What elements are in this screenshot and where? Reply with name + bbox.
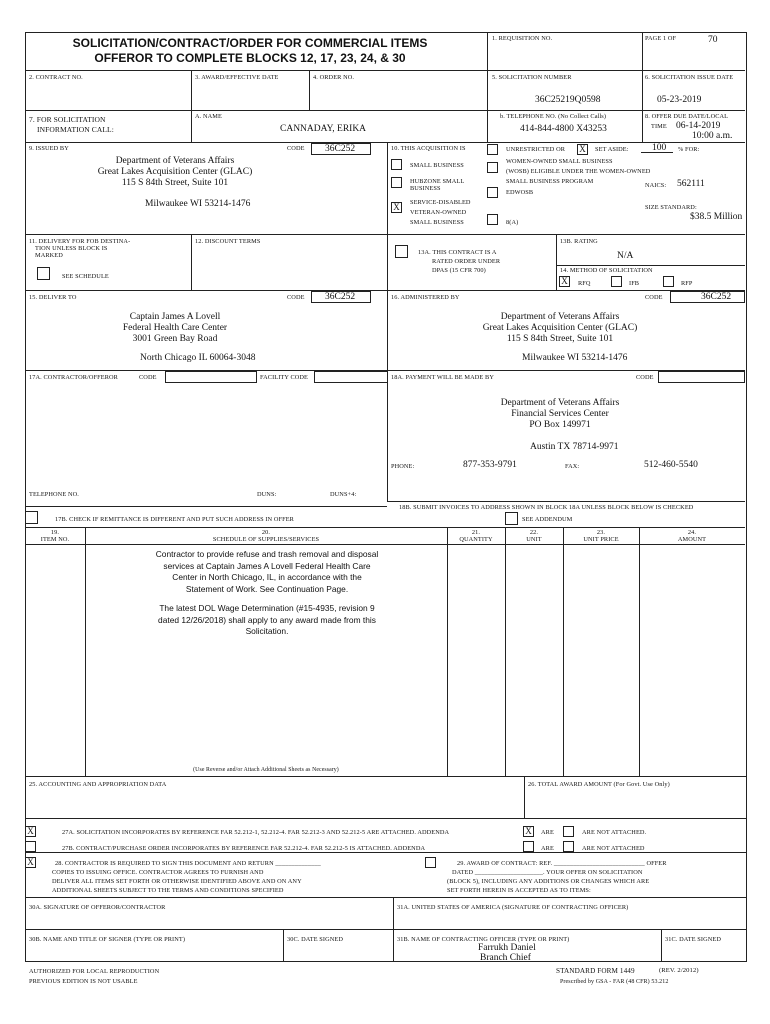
sdvosb-label1: SERVICE-DISABLED (410, 199, 471, 206)
administered-by-city: Milwaukee WI 53214-1476 (522, 353, 628, 363)
deliver-to-line3: 3001 Green Bay Road (132, 334, 218, 344)
payment-line2: Financial Services Center (511, 409, 609, 419)
award-line3: (BLOCK 5), INCLUDING ANY ADDITIONS OR CHANGES WHICH ARE (447, 878, 650, 885)
addenda-are-not-label: ARE NOT ATTACHED. (582, 829, 647, 836)
po-addenda-are-not-label: ARE NOT ATTACHED (582, 845, 645, 852)
naics-code: 562111 (677, 179, 705, 189)
rated-order-label2: RATED ORDER UNDER (432, 258, 501, 265)
hubzone-label2: BUSINESS (410, 185, 441, 192)
offeror-signature-label: 30A. SIGNATURE OF OFFEROR/CONTRACTOR (29, 904, 166, 911)
see-schedule-label: SEE SCHEDULE (62, 273, 109, 280)
form-title-line1: SOLICITATION/CONTRACT/ORDER FOR COMMERCIAL ITEMS (72, 36, 428, 50)
contractor-label: 17A. CONTRACTOR/OFFEROR (29, 374, 118, 381)
footer-form-number: STANDARD FORM 1449 (556, 967, 635, 975)
fob-label1: 11. DELIVERY FOR FOB DESTINA- (29, 238, 131, 245)
accounting-label: 25. ACCOUNTING AND APPROPRIATION DATA (29, 781, 167, 788)
officer-name-label: 31B. NAME OF CONTRACTING OFFICER (TYPE OR PRINT) (397, 936, 570, 943)
contact-telephone: 414-844-4800 X43253 (520, 124, 607, 134)
officer-date-label: 31C. DATE SIGNED (665, 936, 721, 943)
issue-date-label: 6. SOLICITATION ISSUE DATE (645, 74, 734, 81)
wosb-label2: (WOSB) ELIGIBLE UNDER THE WOMEN-OWNED (506, 168, 651, 175)
schedule-desc-line1: Contractor to provide refuse and trash removal and disposal (155, 549, 379, 559)
fob-label2: TION UNLESS BLOCK IS (35, 245, 108, 252)
contact-name: CANNADAY, ERIKA (280, 124, 367, 134)
time-label: TIME (651, 123, 667, 130)
officer-title: Branch Chief (480, 953, 531, 963)
payment-city: Austin TX 78714-9971 (530, 442, 619, 452)
col-quantity-num: 21. (471, 529, 481, 536)
addenda-are-checkbox[interactable]: X (523, 826, 534, 837)
discount-terms-label: 12. DISCOUNT TERMS (195, 238, 261, 245)
deliver-to-code: 36C252 (325, 292, 356, 302)
rfp-label: RFP (681, 280, 693, 287)
sdvosb-label2: VETERAN-OWNED (410, 209, 467, 216)
contractor-sign-line3: DELIVER ALL ITEMS SET FORTH OR OTHERWISE IDENTIFIED ABOVE AND ON ANY (52, 878, 302, 885)
naics-label: NAICS: (645, 182, 667, 189)
sdvosb-label3: SMALL BUSINESS (410, 219, 464, 226)
far-incorporated-label: 27A. SOLICITATION INCORPORATES BY REFERENCE FAR 52.212-1, 52.212-4. FAR 52.212-3 AND 52.212-5 ARE ATTACHED. ADDENDA (62, 829, 450, 836)
officer-name: Farrukh Daniel (478, 943, 536, 953)
col-amount-num: 24. (687, 529, 697, 536)
contractor-sign-line4: ADDITIONAL SHEETS SUBJECT TO THE TERMS AND CONDITIONS SPECIFIED (52, 887, 284, 894)
col-item-num: 19. (50, 529, 60, 536)
percent-for-label: % FOR: (678, 146, 700, 153)
duns4-label: DUNS+4: (330, 491, 357, 498)
contractor-sign-checkbox[interactable]: X (25, 857, 36, 868)
deliver-to-line1: Captain James A Lovell (129, 312, 221, 322)
wosb-label3: SMALL BUSINESS PROGRAM (506, 178, 594, 185)
info-call-label1: 7. FOR SOLICITATION (29, 115, 106, 124)
col-unit-num: 22. (529, 529, 539, 536)
footer-prescribed: Prescribed by GSA - FAR (48 CFR) 53.212 (560, 979, 669, 985)
acquisition-label: 10. THIS ACQUISITION IS (391, 145, 466, 152)
addenda-are-label: ARE (541, 829, 554, 836)
administered-by-line3: 115 S 84th Street, Suite 101 (506, 334, 614, 344)
phone-label: PHONE: (391, 463, 415, 470)
size-standard: $38.5 Million (690, 212, 743, 222)
po-addenda-are-label: ARE (541, 845, 554, 852)
offer-due-label: 8. OFFER DUE DATE/LOCAL (645, 113, 729, 120)
unrestricted-label: UNRESTRICTED OR (506, 146, 566, 153)
payment-code-label: CODE (636, 374, 654, 381)
issue-date: 05-23-2019 (657, 95, 702, 105)
requisition-no-label: 1. REQUISITION NO. (492, 35, 553, 42)
duns-label: DUNS: (257, 491, 277, 498)
offer-due-date: 06-14-2019 (676, 121, 721, 131)
award-line4: SET FORTH HEREIN IS ACCEPTED AS TO ITEMS: (447, 887, 591, 894)
award-line1: 29. AWARD OF CONTRACT: REF. ____________________________ OFFER (457, 860, 667, 867)
col-schedule-num: 20. (261, 529, 271, 536)
total-award-label: 26. TOTAL AWARD AMOUNT (For Govt. Use Only) (528, 781, 670, 788)
name-label: A. NAME (195, 113, 222, 120)
page-label: PAGE 1 OF (645, 35, 677, 42)
col-item-label: ITEM NO. (40, 536, 70, 543)
officer-signature-label: 31A. UNITED STATES OF AMERICA (SIGNATURE OF CONTRACTING OFFICER) (397, 904, 629, 911)
rfq-label: RFQ (578, 280, 591, 287)
wage-determination-line1: The latest DOL Wage Determination (#15-4935, revision 9 (159, 603, 375, 613)
administered-by-label: 16. ADMINISTERED BY (391, 294, 460, 301)
info-call-label2: INFORMATION CALL: (37, 125, 114, 134)
contractor-telephone-label: TELEPHONE NO. (29, 491, 79, 498)
col-unit-price-label: UNIT PRICE (583, 536, 619, 543)
schedule-desc-line4: Statement of Work. See Continuation Page. (185, 583, 349, 594)
col-unit-price-num: 23. (596, 529, 606, 536)
payment-line1: Department of Veterans Affairs (500, 398, 620, 408)
rated-order-label1: 13A. THIS CONTRACT IS A (418, 249, 497, 256)
method-label: 14. METHOD OF SOLICITATION (560, 267, 653, 274)
sf1449-bottom (25, 0, 747, 1024)
far-incorporated-checkbox[interactable]: X (25, 826, 36, 837)
size-standard-label: SIZE STANDARD: (645, 204, 697, 211)
footer-previous-edition: PREVIOUS EDITION IS NOT USABLE (29, 978, 138, 985)
small-business-label: SMALL BUSINESS (410, 162, 464, 169)
fob-label3: MARKED (35, 252, 63, 259)
col-schedule-label: SCHEDULE OF SUPPLIES/SERVICES (212, 536, 320, 543)
form-title-line2: OFFEROR TO COMPLETE BLOCKS 12, 17, 23, 24, & 30 (94, 51, 406, 65)
payment-line3: PO Box 149971 (529, 420, 591, 430)
edwosb-label: EDWOSB (506, 189, 534, 196)
schedule-desc-line2: services at Captain James A Lovell Federal Health Care (163, 560, 371, 571)
issued-by-line1: Department of Veterans Affairs (115, 156, 235, 166)
set-aside-label: SET ASIDE: (595, 146, 629, 153)
rfq-checkbox[interactable]: X (559, 276, 570, 287)
po-incorporated-label: 27B. CONTRACT/PURCHASE ORDER INCORPORATES BY REFERENCE FAR 52.212-4. FAR 52.212-5 IS ATTACHED. ADDENDA (62, 845, 426, 852)
set-aside-checkbox[interactable]: X (577, 144, 588, 155)
sdvosb-checkbox[interactable]: X (391, 202, 402, 213)
ifb-label: IFB (629, 280, 640, 287)
issued-by-city: Milwaukee WI 53214-1476 (145, 199, 251, 209)
administered-by-code-label: CODE (645, 294, 663, 301)
issued-by-code: 36C252 (325, 144, 356, 154)
rated-order-label3: DPAS (15 CFR 700) (432, 267, 486, 274)
order-no-label: 4. ORDER NO. (313, 74, 355, 81)
schedule-desc-line3: Center in North Chicago, IL, in accordance with the (172, 572, 362, 582)
award-date-label: 3. AWARD/EFFECTIVE DATE (195, 74, 279, 81)
fax-number: 512-460-5540 (644, 460, 698, 470)
contract-no-label: 2. CONTRACT NO. (29, 74, 83, 81)
wosb-label1: WOMEN-OWNED SMALL BUSINESS (506, 158, 613, 165)
remittance-label: 17B. CHECK IF REMITTANCE IS DIFFERENT AND PUT SUCH ADDRESS IN OFFER (55, 516, 294, 523)
footer-revision: (REV. 2/2012) (659, 967, 699, 974)
offer-due-time: 10:00 a.m. (692, 131, 733, 141)
contractor-sign-line2: COPIES TO ISSUING OFFICE. CONTRACTOR AGREES TO FURNISH AND (52, 869, 264, 876)
solicitation-number: 36C25219Q0598 (535, 95, 601, 105)
signer-name-label: 30B. NAME AND TITLE OF SIGNER (TYPE OR PRINT) (29, 936, 186, 943)
administered-by-line1: Department of Veterans Affairs (500, 312, 620, 322)
col-quantity-label: QUANTITY (459, 536, 493, 543)
phone-number: 877-353-9791 (463, 460, 517, 470)
col-unit-label: UNIT (526, 536, 542, 543)
fax-label: FAX: (565, 463, 580, 470)
solicitation-number-label: 5. SOLICITATION NUMBER (492, 74, 572, 81)
payment-by-label: 18A. PAYMENT WILL BE MADE BY (391, 374, 494, 381)
wage-determination-line3: Solicitation. (245, 626, 289, 636)
issued-by-label: 9. ISSUED BY (29, 145, 69, 152)
administered-by-line2: Great Lakes Acquisition Center (GLAC) (482, 323, 638, 333)
offeror-date-label: 30C. DATE SIGNED (287, 936, 343, 943)
administered-by-code: 36C252 (701, 292, 732, 302)
rating-label: 13B. RATING (560, 238, 598, 245)
deliver-to-label: 15. DELIVER TO (29, 294, 77, 301)
facility-code-label: FACILITY CODE (260, 374, 308, 381)
eight-a-label: 8(A) (506, 219, 519, 226)
see-addendum-label: SEE ADDENDUM (522, 516, 573, 523)
submit-invoices-label: 18B. SUBMIT INVOICES TO ADDRESS SHOWN IN BLOCK 18A UNLESS BLOCK BELOW IS CHECKED (399, 504, 694, 511)
issued-by-code-label: CODE (287, 145, 305, 152)
deliver-to-city: North Chicago IL 60064-3048 (140, 353, 256, 363)
award-line2: DATED _____________________. YOUR OFFER ON SOLICITATION (452, 869, 643, 876)
wage-determination-line2: dated 12/26/2018) shall apply to any award made from this (158, 614, 376, 625)
col-amount-label: AMOUNT (677, 536, 707, 543)
contractor-sign-line1: 28. CONTRACTOR IS REQUIRED TO SIGN THIS DOCUMENT AND RETURN ______________ (55, 860, 321, 867)
contractor-code-label: CODE (139, 374, 157, 381)
hubzone-label1: HUBZONE SMALL (410, 178, 465, 185)
deliver-to-code-label: CODE (287, 294, 305, 301)
telephone-label: b. TELEPHONE NO. (No Collect Calls) (500, 113, 607, 120)
deliver-to-line2: Federal Health Care Center (122, 323, 228, 333)
set-aside-percent: 100 (652, 143, 667, 153)
footer-reproduction: AUTHORIZED FOR LOCAL REPRODUCTION (29, 968, 160, 975)
rating-value: N/A (617, 251, 634, 261)
issued-by-line2: Great Lakes Acquisition Center (GLAC) (97, 167, 253, 177)
page-total: 70 (708, 35, 718, 45)
issued-by-line3: 115 S 84th Street, Suite 101 (121, 178, 229, 188)
schedule-footnote: (Use Reverse and/or Attach Additional Sheets as Necessary) (193, 767, 339, 773)
